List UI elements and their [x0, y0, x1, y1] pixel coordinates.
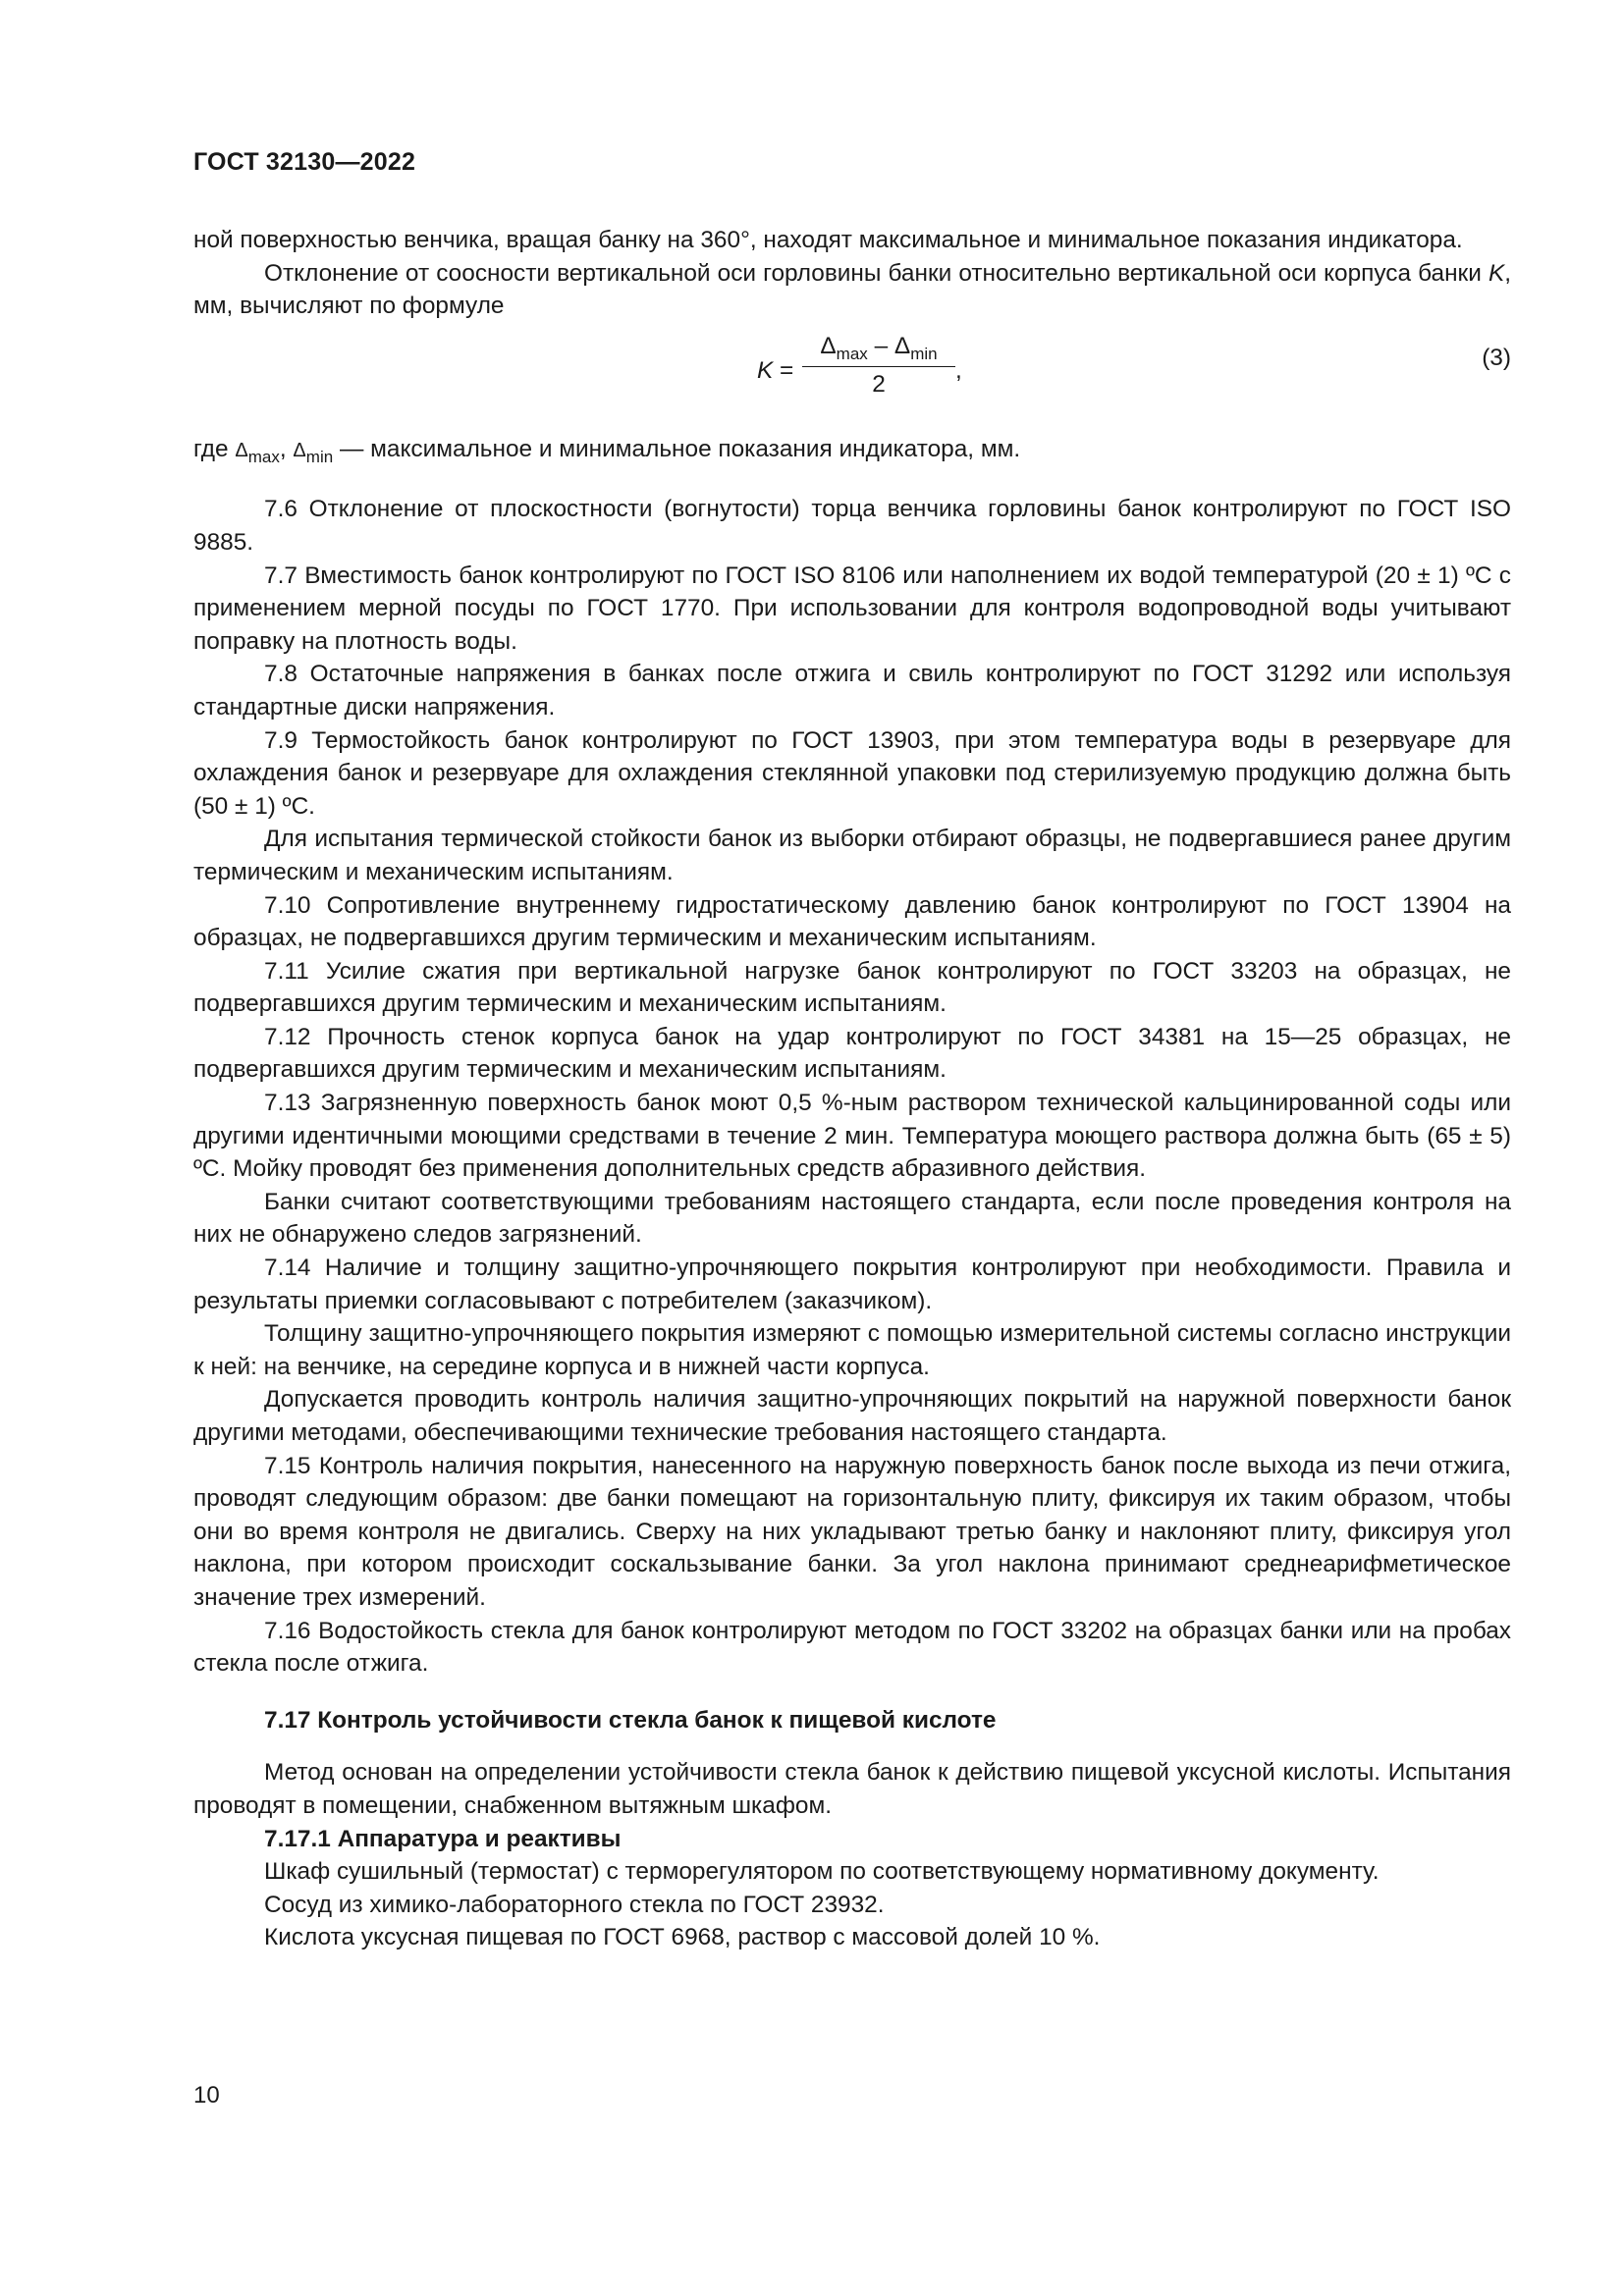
paragraph: Сосуд из химико-лабораторного стекла по ГОСТ 23932. [264, 1891, 885, 1918]
document-header: ГОСТ 32130—2022 [193, 148, 416, 176]
formula-denominator: 2 [872, 371, 886, 399]
clause-7-11: 7.11 Усилие сжатия при вертикальной нагрузке банок контролируют по ГОСТ 33203 на образцах, не подвергавшихся другим термическим и механическим испытаниям. [193, 957, 1511, 1018]
subsection-heading-7-17-1: 7.17.1 Аппаратура и реактивы [264, 1825, 622, 1852]
formula-fraction [802, 330, 955, 401]
variable-k: K [1488, 259, 1505, 287]
paragraph: Толщину защитно-упрочняющего покрытия измеряют с помощью измерительной системы согласно инструкции к ней: на венчике, на середине корпуса и в нижней части корпуса. [193, 1320, 1511, 1380]
clause-7-16: 7.16 Водостойкость стекла для банок контролируют методом по ГОСТ 33202 на образцах банки или на пробах стекла после отжига. [193, 1617, 1511, 1678]
fraction-bar [802, 366, 955, 367]
formula-number: (3) [1482, 344, 1511, 371]
clause-7-7: 7.7 Вместимость банок контролируют по ГОСТ ISO 8106 или наполнением их водой температурой (20 ± 1) ºС с применением мерной посуды по ГОСТ 1770. При использовании для контроля водопроводной воды учитывают поправку на плотность воды. [193, 561, 1511, 655]
clause-7-15: 7.15 Контроль наличия покрытия, нанесенного на наружную поверхность банок после выхода из печи отжига, проводят следующим образом: две банки помещают на горизонтальную плиту, фиксируя их таким образом, чтобы они во время контроля не двигались. Сверху на них укладывают третью банку и наклоняют плиту, фиксируя угол наклона, при котором происходит соскальзывание банки. За угол наклона принимают среднеарифметическое значение трех измерений. [193, 1452, 1511, 1611]
page-body [193, 224, 1511, 1954]
paragraph: Отклонение от соосности вертикальной оси горловины банки относительно вертикальной оси корпуса банки K, мм, вычисляют по формуле [193, 259, 1511, 320]
paragraph: ной поверхностью венчика, вращая банку на 360°, находят максимальное и минимальное показания индикатора. [193, 227, 1463, 253]
clause-7-8: 7.8 Остаточные напряжения в банках после отжига и свиль контролируют по ГОСТ 31292 или используя стандартные диски напряжения. [193, 661, 1511, 721]
clause-7-6: 7.6 Отклонение от плоскостности (вогнутости) торца венчика горловины банок контролируют по ГОСТ ISO 9885. [193, 496, 1511, 556]
clause-7-13: 7.13 Загрязненную поверхность банок моют 0,5 %-ным раствором технической кальцинированной соды или другими идентичными моющими средствами в течение 2 мин. Температура моющего раствора должна быть (65 ± 5) ºС. Мойку проводят без применения дополнительных средств абразивного действия. [193, 1090, 1511, 1183]
paragraph: Допускается проводить контроль наличия защитно-упрочняющих покрытий на наружной поверхности банок другими методами, обеспечивающими технические требования настоящего стандарта. [193, 1386, 1511, 1446]
clause-7-9: 7.9 Термостойкость банок контролируют по ГОСТ 13903, при этом температура воды в резервуаре для охлаждения банок и резервуаре для охлаждения стеклянной упаковки под стерилизуемую продукцию должна быть (50 ± 1) ºС. [193, 726, 1511, 820]
paragraph: Шкаф сушильный (термостат) с терморегулятором по соответствующему нормативному документу. [264, 1858, 1380, 1886]
formula-3: K = $\Delta_{max} - \Delta_{min}$ 2 , (3) [193, 325, 1511, 433]
clause-7-10: 7.10 Сопротивление внутреннему гидростатическому давлению банок контролируют по ГОСТ 13904 на образцах, не подвергавшихся другим термическим и механическим испытаниям. [193, 891, 1511, 952]
paragraph: Кислота уксусная пищевая по ГОСТ 6968, раствор с массовой долей 10 %. [264, 1924, 1101, 1951]
paragraph: Банки считают соответствующими требованиям настоящего стандарта, если после проведения контроля на них не обнаружено следов загрязнений. [193, 1188, 1511, 1249]
page-number: 10 [193, 2082, 220, 2109]
paragraph: Метод основан на определении устойчивости стекла банок к действию пищевой уксусной кислоты. Испытания проводят в помещении, снабженном вытяжным шкафом. [193, 1759, 1511, 1819]
formula-lhs: K = [757, 356, 794, 384]
formula-numerator: $\Delta_{max} - \Delta_{min}$ [820, 332, 938, 363]
clause-7-14: 7.14 Наличие и толщину защитно-упрочняющего покрытия контролируют при необходимости. Правила и результаты приемки согласовывают с потребителем (заказчиком). [193, 1255, 1511, 1314]
section-heading-7-17: 7.17 Контроль устойчивости стекла банок к пищевой кислоте [264, 1706, 997, 1734]
paragraph: Для испытания термической стойкости банок из выборки отбирают образцы, не подвергавшиеся ранее другим термическим и механическим испытаниям. [193, 826, 1511, 885]
formula-explanation: где $\Delta_{max}$, $\Delta_{min}$ — максимальное и минимальное показания индикатора, мм. [193, 435, 1021, 466]
clause-7-12: 7.12 Прочность стенок корпуса банок на удар контролируют по ГОСТ 34381 на 15—25 образцах, не подвергавшихся другим термическим и механическим испытаниям. [193, 1023, 1511, 1084]
